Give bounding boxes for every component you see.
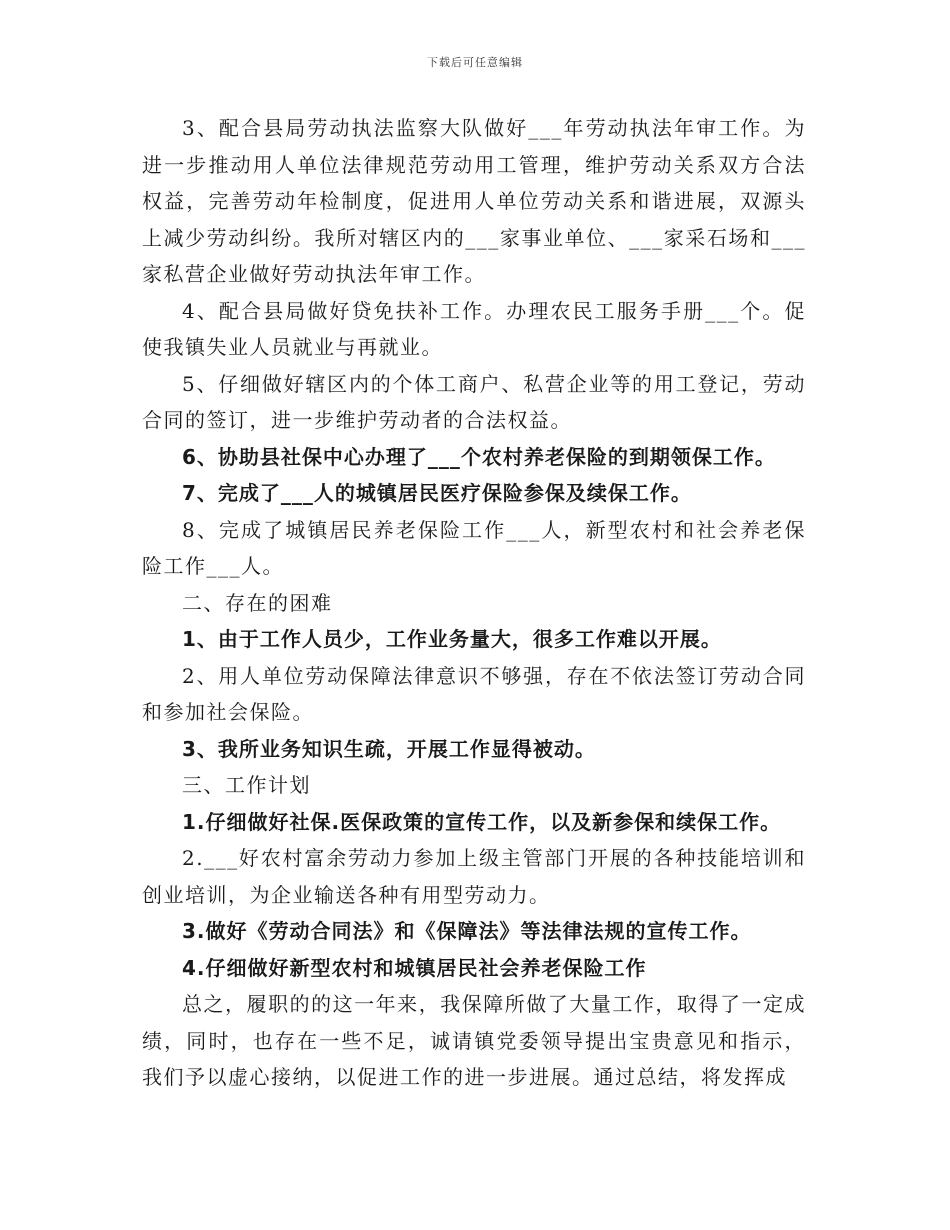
difficulty-item-2: 2、用人单位劳动保障法律意识不够强，存在不依法签订劳动合同和参加社会保险。 [142,663,806,724]
document-body [142,110,806,1096]
difficulty-item-3: 3、我所业务知识生疏，开展工作显得被动。 [182,736,596,761]
plan-item-3: 3.做好《劳动合同法》和《保障法》等法律法规的宣传工作。 [182,919,752,943]
conclusion-paragraph: 总之，履职的的这一年来，我保障所做了大量工作，取得了一定成绩，同时，也存在一些不足，诚请镇党委领导提出宝贵意见和指示，我们予以虚心接纳，以促进工作的进一步进展。通过总结，将发挥成 [142,992,806,1089]
plan-item-1: 1.仔细做好社保.医保政策的宣传工作，以及新参保和续保工作。 [182,809,782,834]
plan-item-4: 4.仔细做好新型农村和城镇居民社会养老保险工作 [182,955,647,980]
paragraph-item-6-rural-pension: 6、协助县社保中心办理了___个农村养老保险的到期领保工作。 [182,444,776,469]
paragraph-item-4-loan: 4、配合县局做好贷免扶补工作。办理农民工服务手册___个。促使我镇失业人员就业与再就业。 [142,298,806,359]
paragraph-item-8-pension: 8、完成了城镇居民养老保险工作___人，新型农村和社会养老保险工作___人。 [142,517,806,578]
paragraph-item-7-medical: 7、完成了___人的城镇居民医疗保险参保及续保工作。 [182,481,692,505]
paragraph-item-3-audit: 3、配合县局劳动执法监察大队做好___年劳动执法年审工作。为进一步推动用人单位法律规范劳动用工管理，维护劳动关系双方合法权益，完善劳动年检制度，促进用人单位劳动关系和谐进展，双源头上减少劳动纠纷。我所对辖区内的___家事业单位、___家采石场和___家私营企业做好劳动执法年审工作。 [142,116,806,286]
paragraph-item-5-registration: 5、仔细做好辖区内的个体工商户、私营企业等的用工登记，劳动合同的签订，进一步维护劳动者的合法权益。 [142,371,806,432]
page-header-note: 下载后可任意编辑 [427,56,523,69]
difficulty-item-1: 1、由于工作人员少，工作业务量大，很多工作难以开展。 [182,627,722,651]
plan-item-2: 2.___好农村富余劳动力参加上级主管部门开展的各种技能培训和创业培训，为企业输送各种有用型劳动力。 [142,846,806,907]
section-heading-work-plan: 三、工作计划 [182,773,311,797]
section-heading-difficulties: 二、存在的困难 [182,590,333,615]
